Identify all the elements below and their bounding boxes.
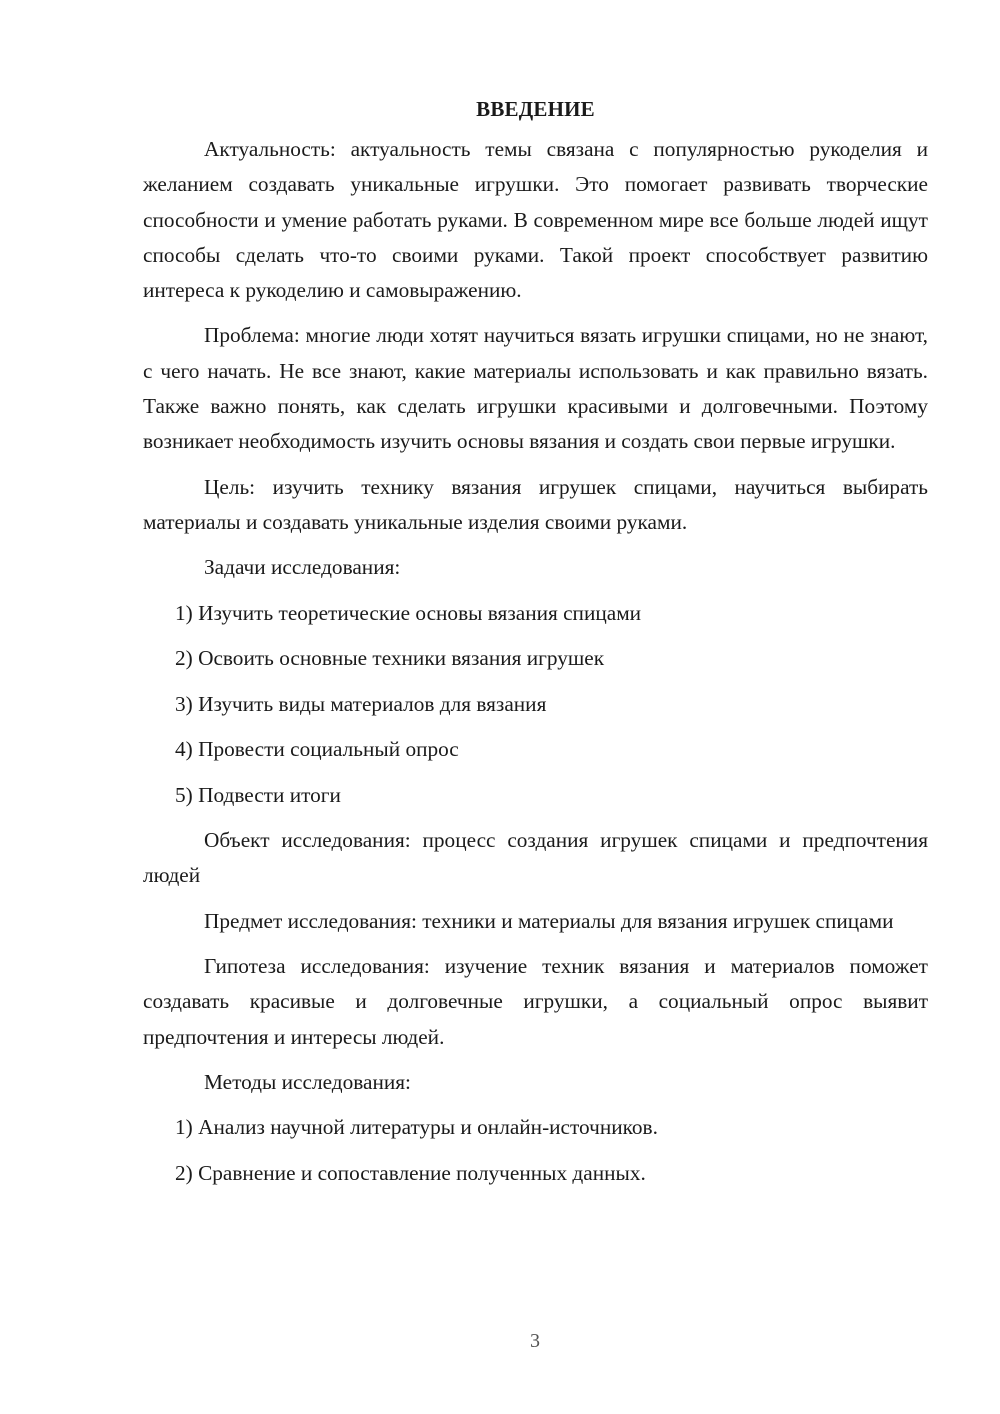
task-item: 3) Изучить виды материалов для вязания xyxy=(175,691,547,716)
task-item: 4) Провести социальный опрос xyxy=(175,737,459,762)
relevance-paragraph: Актуальность: актуальность темы связана с популярностью рукоделия и желанием создавать уникальные игрушки. Это помогает развивать творческие способности и умение работать руками. В современном мире все больше людей ищут способы сделать что-то своими руками. Такой проект способствует развитию интереса к рукоделию и самовыражению. xyxy=(143,137,928,303)
subject-paragraph: Предмет исследования: техники и материалы для вязания игрушек спицами xyxy=(204,908,894,933)
method-item: 1) Анализ научной литературы и онлайн-источников. xyxy=(175,1115,658,1140)
document-page xyxy=(143,92,928,1201)
tasks-list xyxy=(143,596,928,813)
method-item: 2) Сравнение и сопоставление полученных данных. xyxy=(175,1160,646,1185)
task-item: 2) Освоить основные техники вязания игрушек xyxy=(175,646,605,671)
tasks-title: Задачи исследования: xyxy=(204,555,401,580)
object-paragraph: Объект исследования: процесс создания игрушек спицами и предпочтения людей xyxy=(143,828,928,888)
section-heading: ВВЕДЕНИЕ xyxy=(476,97,595,121)
hypothesis-paragraph: Гипотеза исследования: изучение техник вязания и материалов поможет создавать красивые и долговечные игрушки, а социальный опрос выявит предпочтения и интересы людей. xyxy=(143,953,928,1049)
task-item: 5) Подвести итоги xyxy=(175,782,341,807)
methods-title: Методы исследования: xyxy=(204,1069,411,1094)
problem-paragraph: Проблема: многие люди хотят научиться вязать игрушки спицами, но не знают, с чего начать. Не все знают, какие материалы использовать и как правильно вязать. Также важно понять, как сделать игрушки красивыми и долговечными. Поэтому возникает необходимость изучить основы вязания и создать свои первые игрушки. xyxy=(143,323,928,454)
page-number: 3 xyxy=(530,1330,540,1352)
goal-paragraph: Цель: изучить технику вязания игрушек спицами, научиться выбирать материалы и создавать уникальные изделия своими руками. xyxy=(143,474,928,534)
methods-list xyxy=(143,1110,928,1191)
task-item: 1) Изучить теоретические основы вязания спицами xyxy=(175,600,642,625)
